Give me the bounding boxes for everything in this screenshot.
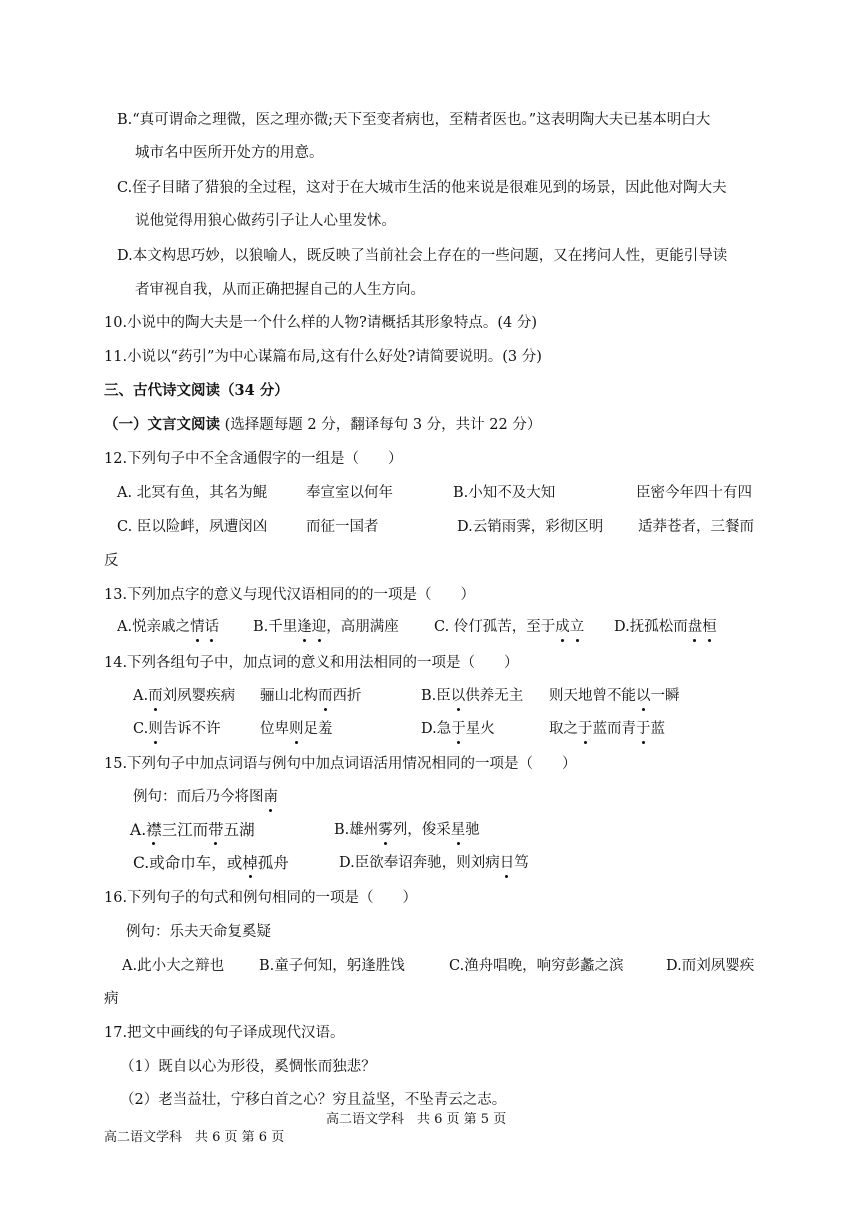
q14-option-c-2: 位卑则足羞: [260, 721, 333, 737]
subsection-note: (选择题每题 2 分，翻译每句 3 分，共计 22 分）: [220, 417, 542, 433]
q12-option-c: C. 臣以险衅，夙遭闵凶: [117, 519, 268, 535]
q12-option-b-2: 臣密今年四十有四: [636, 485, 752, 501]
q12-option-d-wrap: 反: [104, 553, 119, 569]
question-15: 15.下列句子中加点词语与例句中加点词语活用情况相同的一项是（ ）: [104, 756, 577, 772]
subsection-heading: [104, 415, 541, 435]
option-c-line1: C.侄子目睹了猎狼的全过程，这对于在大城市生活的他来说是很难见到的场景，因此他对陶大夫: [117, 180, 727, 196]
q12-option-a: A. 北冥有鱼，其名为鲲: [117, 485, 268, 501]
q16-option-a: A.此小大之辩也: [122, 958, 225, 974]
q15-example: 例句：而后乃今将图南: [133, 789, 278, 805]
section-heading: 三、古代诗文阅读（34 分）: [104, 382, 289, 399]
q14-option-c: C.则告诉不许: [133, 721, 221, 737]
q16-option-d-wrap: 病: [104, 991, 119, 1007]
option-d-line2: 者审视自我，从而正确把握自己的人生方向。: [135, 282, 425, 298]
question-17: 17.把文中画线的句子译成现代汉语。: [104, 1025, 345, 1041]
q14-option-a: A.而刘夙婴疾病: [133, 688, 236, 704]
q12-option-d-2: 适莽苍者，三餐而: [638, 519, 754, 535]
q13-option-b: B.千里逢迎，高朋满座: [253, 619, 399, 635]
footer-page-5: 高二语文学科 共 6 页 第 5 页: [326, 1112, 507, 1127]
option-d-line1: D.本文构思巧妙，以狼喻人，既反映了当前社会上存在的一些问题，又在拷问人性，更能引导读: [117, 248, 728, 264]
subsection-title: （一）文言文阅读: [104, 416, 220, 433]
q12-option-d: D.云销雨霁，彩彻区明: [457, 519, 604, 535]
question-12: 12.下列句子中不全含通假字的一组是（ ）: [104, 451, 403, 467]
q16-option-c: C.渔舟唱晚，响穷彭蠡之滨: [449, 958, 624, 974]
q15-option-b: B.雄州雾列，俊采星驰: [334, 822, 480, 838]
q15-option-d: D.臣欲奉诏奔驰，则刘病日笃: [339, 855, 529, 871]
question-11: 11.小说以“药引”为中心谋篇布局,这有什么好处?请简要说明。(3 分): [104, 349, 542, 365]
q16-option-b: B.童子何知，躬逢胜饯: [259, 958, 405, 974]
q12-option-a-2: 奉宣室以何年: [306, 485, 393, 501]
q14-option-a-2: 骊山北构而西折: [260, 688, 362, 704]
question-14: 14.下列各组句子中，加点词的意义和用法相同的一项是（ ）: [104, 655, 519, 671]
option-c-line2: 说他觉得用狼心做药引子让人心里发怵。: [135, 213, 396, 229]
q16-option-d: D.而刘夙婴疾: [666, 958, 755, 974]
q14-option-b-2: 则天地曾不能以一瞬: [549, 688, 680, 704]
q12-option-c-2: 而征一国者: [306, 519, 379, 535]
q13-option-c: C. 伶仃孤苦，至于成立: [434, 619, 585, 635]
q17-sentence-2: （2）老当益壮，宁移白首之心？穷且益坚，不坠青云之志。: [120, 1092, 507, 1108]
q15-option-a: A.襟三江而带五湖: [130, 821, 255, 839]
question-16: 16.下列句子的句式和例句相同的一项是（ ）: [104, 890, 418, 906]
q15-option-c: C.或命巾车，或棹孤舟: [133, 854, 289, 872]
footer-page-6: 高二语文学科 共 6 页 第 6 页: [104, 1130, 285, 1145]
q14-option-d: D.急于星火: [421, 721, 495, 737]
question-13: 13.下列加点字的意义与现代汉语相同的的一项是（ ）: [104, 587, 476, 603]
q14-option-d-2: 取之于蓝而青于蓝: [549, 721, 665, 737]
question-10: 10.小说中的陶大夫是一个什么样的人物?请概括其形象特点。(4 分): [104, 315, 537, 331]
q14-option-b: B.臣以供养无主: [421, 688, 524, 704]
q13-option-a: A.悦亲戚之情话: [117, 619, 220, 635]
q13-option-d: D.抚孤松而盘桓: [614, 619, 717, 635]
q17-sentence-1: （1）既自以心为形役，奚惆怅而独悲？: [120, 1059, 376, 1075]
q16-example: 例句：乐夫天命复奚疑: [126, 924, 271, 940]
option-b-line1: B.“真可谓命之理微，医之理亦微;天下至变者病也，至精者医也。”这表明陶大夫已基本明白大: [117, 112, 711, 128]
option-b-line2: 城市名中医所开处方的用意。: [135, 145, 324, 161]
q12-option-b: B.小知不及大知: [453, 485, 556, 501]
